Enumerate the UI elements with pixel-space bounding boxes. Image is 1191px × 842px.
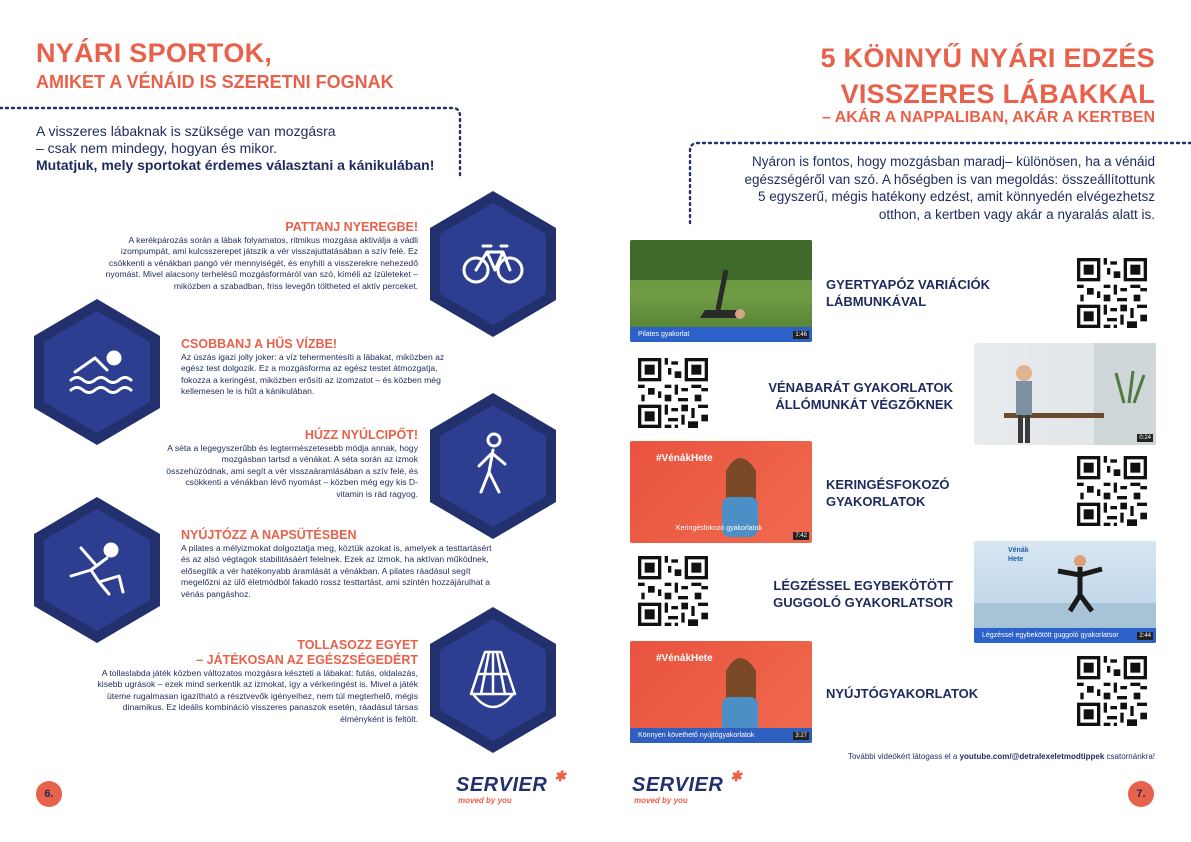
star-icon: ✱ xyxy=(730,768,742,784)
exercise-label-1 xyxy=(826,276,990,310)
video-caption: Könnyen követhető nyújtógyakorlatok xyxy=(638,732,755,739)
left-intro-line: Mutatjuk, mely sportokat érdemes választani a kánikulában! xyxy=(36,157,435,173)
shuttlecock-hexagon xyxy=(430,607,556,753)
bicycle-hexagon xyxy=(430,191,556,337)
right-title-line1: 5 KÖNNYŰ NYÁRI EDZÉS xyxy=(820,43,1155,73)
right-title-line2: VISSZERES LÁBAKKAL xyxy=(840,79,1155,109)
section-body-walking: A séta a legegyszerűbb és legtermészetesebb módja annak, hogy mozgásban tartsd a vénákat. A séta során az izmok összehúzódnak, ami segít a vér visszaáramlásában a szív felé, és csökkenti a vénákban lévő nyomást – közben még egy kis D-vitamin is rád ragyog. xyxy=(166,443,418,499)
footer-prefix: További videókért látogass el a xyxy=(847,752,960,761)
left-intro-line: – csak nem mindegy, hogyan és mikor. xyxy=(36,140,277,156)
section-body-cycling: A kerékpározás során a lábak folyamatos, ritmikus mozgása aktiválja a vádli izompumpát, ami kulcsszerepet játszik a vér visszajuttatásában a szív felé. Ez csökkenti a vénákban pangó vér mennyiségét, és enyhíti a visszerekre nehezedő nyomást. Mivel alacsony terhelésű mozgásformáról van szó, kíméli az ízületeket – miközben a szabadban, friss levegőn töltheted el aktív perceket. xyxy=(105,235,418,291)
video-duration: 7:42 xyxy=(795,533,807,539)
video-badge-line1: Vénák xyxy=(1008,547,1029,554)
standing-video-scene xyxy=(974,343,1156,445)
exercise-label-3 xyxy=(826,476,950,510)
youtube-link[interactable]: youtube.com/@detralexeletmodtippek xyxy=(959,752,1105,761)
right-intro-line: egészségéről van szó. A hőségben is van megoldás: összeállítottunk xyxy=(744,171,1155,187)
section-body-pilates: A pilates a mélyizmokat dolgoztatja meg, köztük azokat is, amelyek a testtartásért és az alsó végtagok stabilitásáért felelnek. Ezek az izmok, ha aktívan működnek, elősegítik a vér hatékonyabb áramlását a vénákban. A pilates ráadásul segít megelőzni az ülő életmódból fakadó rossz testtartást, ami szintén hozzájárulhat a vénás pangáshoz. xyxy=(181,543,492,599)
page-number-left: 6. xyxy=(36,781,62,807)
video-duration: 0:24 xyxy=(1139,435,1151,441)
walker-hexagon xyxy=(430,393,556,539)
video-thumbnail-3[interactable] xyxy=(630,441,812,543)
video-duration: 1:46 xyxy=(795,332,807,338)
left-title-line2: AMIKET A VÉNÁID IS SZERETNI FOGNAK xyxy=(36,72,394,92)
qr-code-2[interactable] xyxy=(638,358,708,428)
swimmer-hexagon xyxy=(34,299,160,445)
qr-code-3[interactable] xyxy=(1077,456,1147,526)
video-thumbnail-2[interactable] xyxy=(974,343,1156,445)
section-title-pilates: NYÚJTÓZZ A NAPSÜTÉSBEN xyxy=(181,528,357,542)
exercise-label-line: GYERTYAPÓZ VARIÁCIÓK xyxy=(826,277,990,292)
qr-code-1[interactable] xyxy=(1077,258,1147,328)
exercise-label-line: LÉGZÉSSEL EGYBEKÖTÖTT xyxy=(773,578,953,593)
logo-word: SERVIER xyxy=(632,774,724,796)
video-duration: 3:27 xyxy=(795,733,807,739)
qr-code-5[interactable] xyxy=(1077,656,1147,726)
video-duration: 2:44 xyxy=(1139,633,1151,639)
logo-tagline: moved by you xyxy=(634,796,688,805)
right-intro-line: 5 egyszerű, mégis hatékony edzést, amit könnyedén elvégezhetsz xyxy=(758,189,1155,204)
right-intro-line: Nyáron is fontos, hogy mozgásban maradj– különösen, ha a vénáid xyxy=(752,154,1155,169)
section-title-badminton-line1: TOLLASOZZ EGYET xyxy=(297,638,418,652)
exercise-label-2 xyxy=(768,379,953,413)
section-title-swimming: CSOBBANJ A HŰS VÍZBE! xyxy=(181,337,338,351)
exercise-label-4 xyxy=(773,577,953,611)
exercise-label-line: GYAKORLATOK xyxy=(826,494,926,509)
qr-code-4[interactable] xyxy=(638,556,708,626)
left-title-line1: NYÁRI SPORTOK, xyxy=(36,38,273,68)
exercise-label-line: KERINGÉSFOKOZÓ xyxy=(826,477,950,492)
exercise-label-line: VÉNABARÁT GYAKORLATOK xyxy=(768,380,953,395)
section-body-badminton: A tollaslabda játék közben változatos mozgásra készteti a lábakat: futás, oldalazás, kisebb ugrások – ezek mind serkentik az izmokat, így a vérkeringést is. Mivel a játék üteme rugalmasan igazítható a résztvevők igényeihez, nem túl megterhelő, mégis dinamikus. Ez ideális kombináció visszeres panaszok esetén, ráadásul társas élményként is feltölt. xyxy=(97,668,418,724)
video-thumbnail-4[interactable] xyxy=(974,541,1156,643)
logo-word: SERVIER xyxy=(456,774,548,796)
right-intro xyxy=(744,153,1155,223)
video-hashtag: #VénákHete xyxy=(656,453,713,464)
left-intro-line: A visszeres lábaknak is szüksége van mozgásra xyxy=(36,123,336,139)
right-intro-line: otthon, a kertben vagy akár a nyaralás alatt is. xyxy=(878,206,1155,222)
exercise-label-line: ÁLLÓMUNKÁT VÉGZŐKNEK xyxy=(775,397,953,412)
servier-logo-right xyxy=(632,768,742,805)
right-title xyxy=(820,40,1155,112)
pilates-hexagon xyxy=(34,497,160,643)
footer-note xyxy=(848,752,1155,761)
page-number-right: 7. xyxy=(1128,781,1154,807)
right-subtitle: – AKÁR A NAPPALIBAN, AKÁR A KERTBEN xyxy=(821,109,1155,126)
footer-suffix: csatornánkra! xyxy=(1104,752,1155,761)
section-title-badminton-line2: – JÁTÉKOSAN AZ EGÉSZSÉGEDÉRT xyxy=(196,653,418,667)
video-thumbnail-1[interactable] xyxy=(630,240,812,342)
logo-tagline: moved by you xyxy=(458,796,512,805)
video-hashtag: #VénákHete xyxy=(656,653,713,664)
video-caption: Pilates gyakorlat xyxy=(638,331,690,338)
exercise-label-line: LÁBMUNKÁVAL xyxy=(826,294,927,309)
exercise-label-line: GUGGOLÓ GYAKORLATSOR xyxy=(773,595,953,610)
exercise-label-5: NYÚJTÓGYAKORLATOK xyxy=(826,686,979,701)
section-title-walking: HÚZZ NYÚLCIPŐT! xyxy=(304,428,418,442)
video-thumbnail-5[interactable] xyxy=(630,641,812,743)
servier-logo-left xyxy=(456,768,566,805)
section-title-badminton xyxy=(180,638,418,668)
video-caption: Keringésfokozó gyakorlatok xyxy=(676,525,762,532)
section-title-cycling: PATTANJ NYEREGBE! xyxy=(285,220,418,234)
section-body-swimming: Az úszás igazi jolly joker: a víz tehermentesíti a lábakat, miközben az egész test dolgozik. Ez a mozgásforma az egész testet átmozgatja, fokozza a keringést, miközben erősíti az izomzatot – és közben még kellemesen le is hűt a kánikulában. xyxy=(181,352,445,397)
video-badge-line2: Hete xyxy=(1008,556,1024,563)
video-caption: Légzéssel egybekötött guggoló gyakorlatsor xyxy=(982,632,1119,639)
star-icon: ✱ xyxy=(554,768,566,784)
